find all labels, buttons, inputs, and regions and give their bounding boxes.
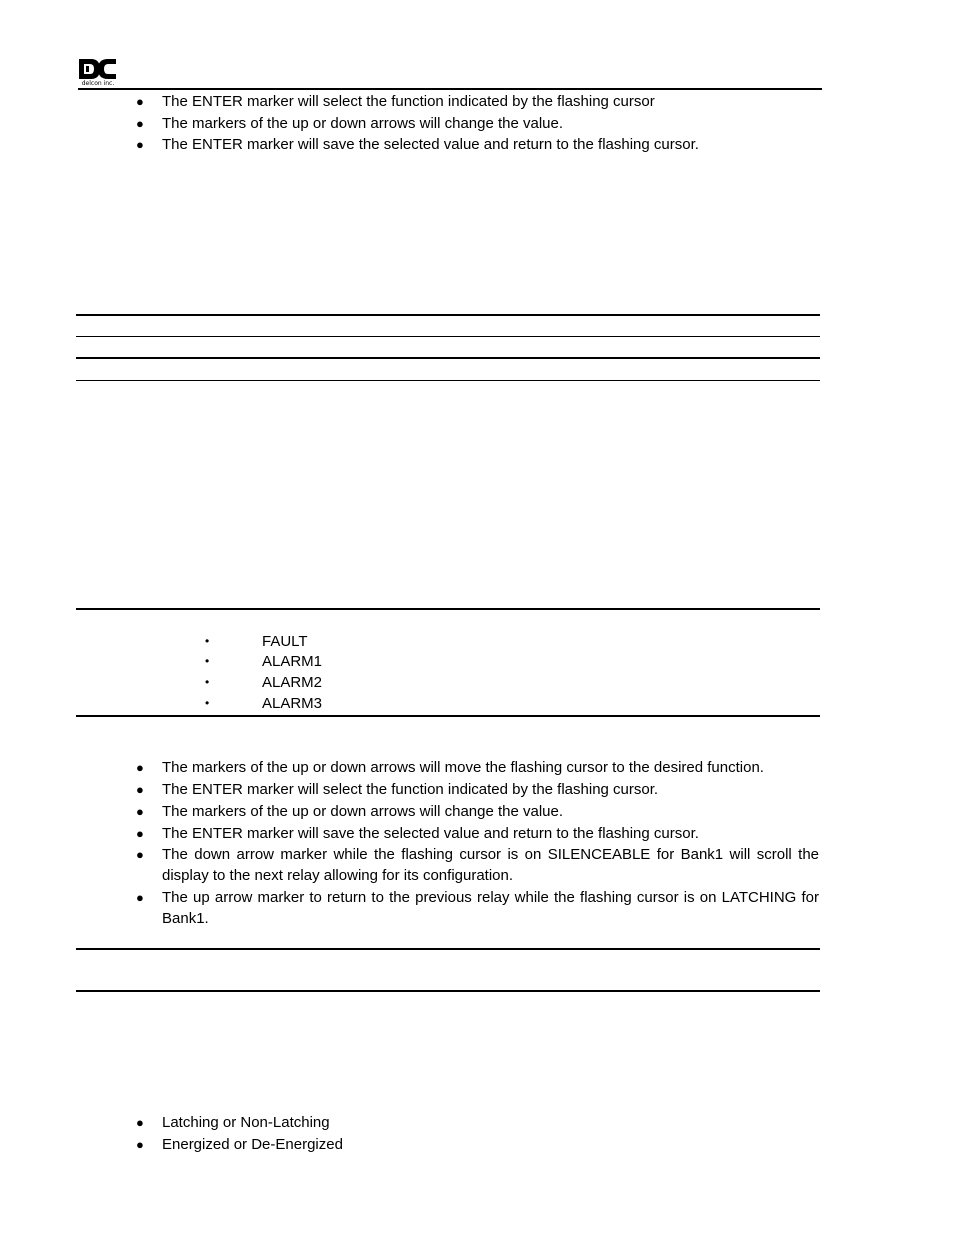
company-logo: [78, 57, 118, 89]
delcon-logo-icon: [78, 57, 118, 81]
divider: [76, 990, 820, 992]
list-item: Latching or Non-Latching: [162, 1114, 330, 1131]
list-item: ALARM1: [262, 653, 323, 670]
divider: [76, 357, 820, 359]
list-item: The up arrow marker to return to the previous relay while the flashing cursor is on LATCHING for Bank1.: [162, 889, 819, 927]
logo-text: delcon inc.: [81, 80, 115, 87]
list-item: The markers of the up or down arrows will change the value.: [162, 803, 564, 820]
list-item: Energized or De-Energized: [162, 1136, 343, 1153]
divider: [76, 715, 820, 717]
divider: [76, 314, 820, 316]
divider: [76, 948, 820, 950]
list-item: The ENTER marker will save the selected value and return to the flashing cursor.: [162, 136, 699, 153]
list-item: The ENTER marker will select the function indicated by the flashing cursor.: [162, 781, 659, 798]
list-item: FAULT: [262, 633, 308, 650]
list-item: The markers of the up or down arrows will move the flashing cursor to the desired function.: [162, 759, 764, 776]
list-item: ALARM3: [262, 695, 323, 712]
list-item: ALARM2: [262, 674, 323, 691]
divider: [76, 336, 820, 337]
list-item: The down arrow marker while the flashing cursor is on SILENCEABLE for Bank1 will scroll the display to the next relay allowing for its configuration.: [162, 846, 819, 884]
divider: [76, 380, 820, 381]
list-item: The markers of the up or down arrows will change the value.: [162, 115, 564, 132]
list-item: The ENTER marker will save the selected value and return to the flashing cursor.: [162, 825, 699, 842]
divider: [76, 608, 820, 610]
list-item: The ENTER marker will select the function indicated by the flashing cursor: [162, 93, 655, 110]
header-rule: [78, 88, 822, 90]
